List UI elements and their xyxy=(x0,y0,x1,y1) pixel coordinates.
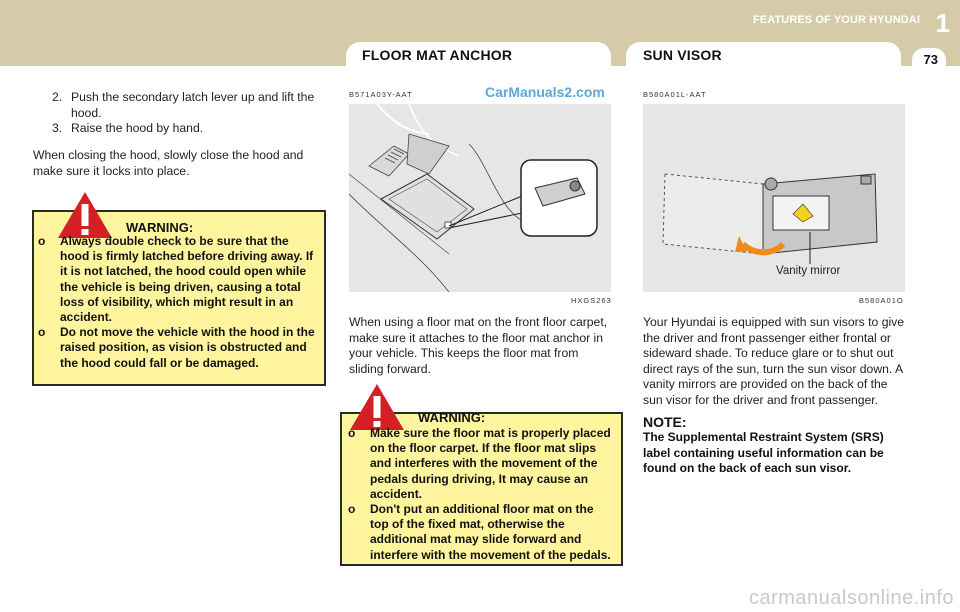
warning-item xyxy=(348,502,614,563)
warning-triangle-icon xyxy=(56,190,114,240)
image-code-top: B580A01L-AAT xyxy=(643,90,707,99)
floor-mat-warning-title: WARNING: xyxy=(418,410,486,425)
warning-bullet: o xyxy=(38,234,46,248)
floor-mat-warning-list xyxy=(348,426,614,563)
hood-steps xyxy=(52,90,322,137)
sun-visor-body: Your Hyundai is equipped with sun visors to give the driver and front passenger either frontal or sideward shade. To reduce glare or to shut out direct rays of the sun, turn the sun visor down. A vanity mirrors are provided on the back of the sun visor for the driver and front passenger. xyxy=(643,315,905,407)
hood-warning-title: WARNING: xyxy=(126,220,194,235)
footer-watermark: carmanualsonline.info xyxy=(748,587,954,609)
warning-text: Do not move the vehicle with the hood in the raised position, as vision is obstructed and the hood could fall or be damaged. xyxy=(60,325,315,370)
step-number: 2. xyxy=(52,90,63,104)
warning-item xyxy=(38,325,318,371)
floor-mat-body: When using a floor mat on the front floor carpet, make sure it attaches to the floor mat anchor in your vehicle. This keeps the floor mat from sliding forward. xyxy=(349,315,608,376)
warning-text: Make sure the floor mat is properly placed on the floor carpet. If the floor mat slips and interferes with the movement of the pedals during driving, It may cause an accident. xyxy=(370,426,611,501)
step-text: Raise the hood by hand. xyxy=(71,121,204,135)
step-item xyxy=(52,90,322,121)
image-code-bottom: HXGS263 xyxy=(571,296,612,305)
warning-bullet: o xyxy=(348,502,356,517)
closing-text: When closing the hood, slowly close the hood and make sure it locks into place. xyxy=(33,148,304,178)
chapter-number: 1 xyxy=(935,8,950,38)
warning-text: Don't put an additional floor mat on the top of the fixed mat, otherwise the additional mat may slide forward and interfere with the movement of the pedals. xyxy=(370,502,611,562)
image-code-top: B571A03Y-AAT xyxy=(349,90,413,99)
note-title: NOTE: xyxy=(643,414,687,430)
tab-floor-mat-anchor-label: FLOOR MAT ANCHOR xyxy=(362,47,513,63)
warning-item xyxy=(38,234,318,325)
step-item xyxy=(52,121,322,137)
warning-text: Always double check to be sure that the hood is firmly latched before driving away. If it is not latched, the hood could open while the vehicle is being driven, causing a total loss of visibility, which might result in an accident. xyxy=(60,234,314,325)
floor-mat-drawing xyxy=(349,104,611,292)
warning-bullet: o xyxy=(38,325,46,340)
warning-bullet: o xyxy=(348,426,356,440)
sun-visor-drawing xyxy=(643,104,905,292)
image-code-bottom: B580A01O xyxy=(859,296,904,305)
watermark: CarManuals2.com xyxy=(485,84,605,100)
step-text: Push the secondary latch lever up and lift the hood. xyxy=(71,90,315,120)
tab-sun-visor-label: SUN VISOR xyxy=(643,47,722,63)
hood-warning-list xyxy=(38,234,318,371)
floor-mat-anchor-illustration xyxy=(349,104,611,292)
step-number: 3. xyxy=(52,121,63,135)
sun-visor-illustration xyxy=(643,104,905,292)
page-number: 73 xyxy=(923,52,938,67)
section-title: FEATURES OF YOUR HYUNDAI xyxy=(752,14,920,26)
warning-triangle-icon xyxy=(348,382,406,432)
vanity-mirror-label: Vanity mirror xyxy=(776,265,841,277)
warning-item xyxy=(348,426,614,502)
note-body: The Supplemental Restraint System (SRS) label containing useful information can be found on the back of each sun visor. xyxy=(643,430,884,475)
